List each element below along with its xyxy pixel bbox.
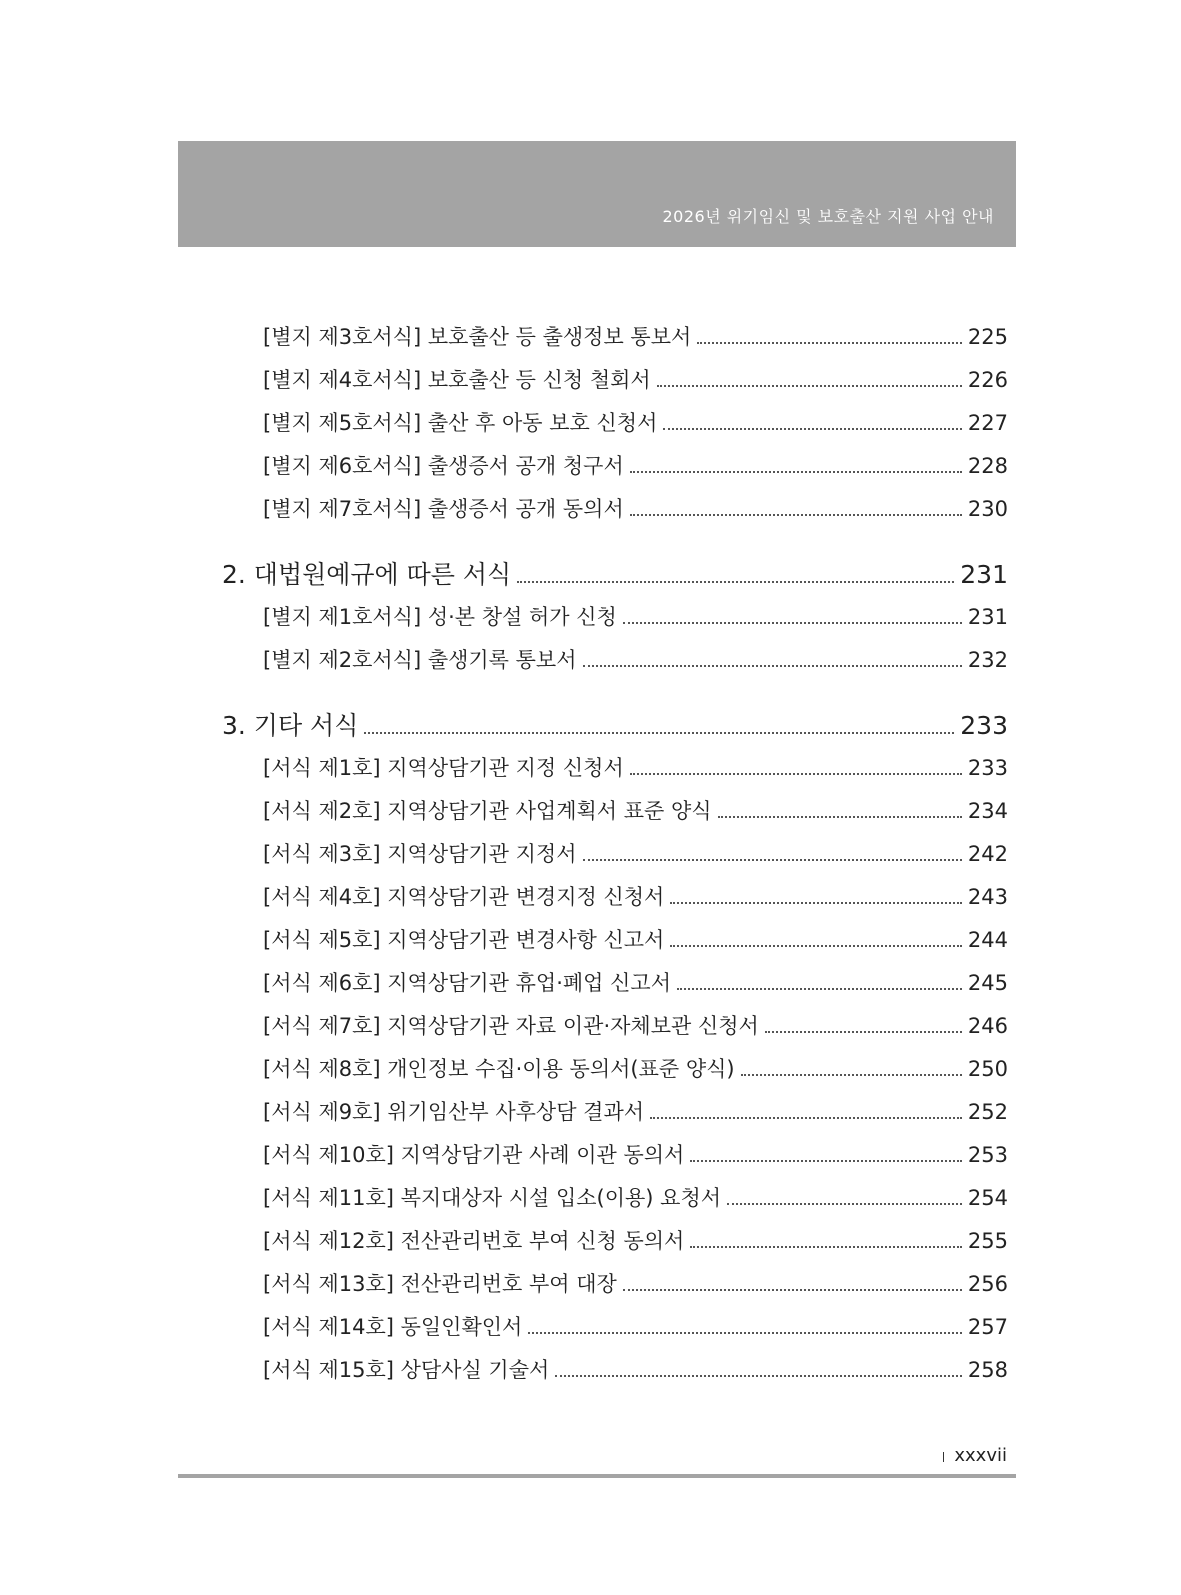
- toc-entry-page: 245: [967, 971, 1008, 995]
- dot-leader: [630, 773, 962, 775]
- document-title: 2026년 위기임신 및 보호출산 지원 사업 안내: [662, 207, 994, 226]
- toc-entry-page: 244: [967, 928, 1008, 952]
- toc-entry[interactable]: [263, 1268, 1008, 1298]
- toc-entry-label: [별지 제7호서식] 출생증서 공개 동의서: [263, 497, 624, 521]
- toc-entry-label: [서식 제8호] 개인정보 수집·이용 동의서(표준 양식): [263, 1057, 735, 1081]
- toc-entry-page: 255: [967, 1229, 1008, 1253]
- toc-entry[interactable]: [263, 838, 1008, 868]
- dot-leader: [663, 428, 962, 430]
- dot-leader: [630, 471, 962, 473]
- toc-entry-page: 227: [967, 411, 1008, 435]
- toc-entry-label: [서식 제7호] 지역상담기관 자료 이관·자체보관 신청서: [263, 1014, 759, 1038]
- toc-section-page: 231: [960, 560, 1008, 589]
- toc-entry-page: 243: [967, 885, 1008, 909]
- page-number: [943, 1445, 1007, 1466]
- toc-entry[interactable]: [263, 881, 1008, 911]
- page-number-text: xxxvii: [954, 1445, 1007, 1466]
- toc-entry-label: [서식 제12호] 전산관리번호 부여 신청 동의서: [263, 1229, 685, 1253]
- toc-entry[interactable]: [263, 924, 1008, 954]
- dot-leader: [517, 581, 954, 583]
- toc-entry[interactable]: [263, 1311, 1008, 1341]
- toc-entry-page: 232: [967, 648, 1008, 672]
- toc-entry-label: [서식 제5호] 지역상담기관 변경사항 신고서: [263, 928, 665, 952]
- toc-section-page: 233: [960, 711, 1008, 740]
- toc-entry[interactable]: [263, 1096, 1008, 1126]
- toc-entry-page: 234: [967, 799, 1008, 823]
- toc-entry-page: 233: [967, 756, 1008, 780]
- toc-entry[interactable]: [263, 1182, 1008, 1212]
- toc-entry-label: [별지 제3호서식] 보호출산 등 출생정보 통보서: [263, 325, 692, 349]
- toc-entry[interactable]: [263, 1225, 1008, 1255]
- toc-entry-page: 230: [967, 497, 1008, 521]
- toc-entry-label: [서식 제3호] 지역상담기관 지정서: [263, 842, 577, 866]
- toc-entry-page: 250: [967, 1057, 1008, 1081]
- toc-entry[interactable]: [263, 752, 1008, 782]
- toc-entry-label: [서식 제4호] 지역상담기관 변경지정 신청서: [263, 885, 665, 909]
- toc-entry[interactable]: [263, 1053, 1008, 1083]
- dot-leader: [727, 1203, 962, 1205]
- toc-entry-page: 257: [967, 1315, 1008, 1339]
- toc-entry-label: [별지 제1호서식] 성·본 창설 허가 신청: [263, 605, 617, 629]
- toc-entry[interactable]: [263, 407, 1008, 437]
- toc-entry-page: 231: [967, 605, 1008, 629]
- dot-leader: [677, 988, 962, 990]
- toc-section-label: 2. 대법원예규에 따른 서식: [222, 560, 512, 589]
- toc-entry[interactable]: [263, 1354, 1008, 1384]
- dot-leader: [583, 859, 962, 861]
- footer-rule: [178, 1474, 1016, 1478]
- toc-entry-label: [별지 제5호서식] 출산 후 아동 보호 신청서: [263, 411, 658, 435]
- toc-entry-label: [별지 제4호서식] 보호출산 등 신청 철회서: [263, 368, 651, 392]
- dot-leader: [670, 902, 962, 904]
- toc-entry[interactable]: [263, 1139, 1008, 1169]
- dot-leader: [765, 1031, 962, 1033]
- toc-section[interactable]: [222, 555, 1008, 591]
- toc-entry[interactable]: [263, 601, 1008, 631]
- toc-entry-page: 254: [967, 1186, 1008, 1210]
- toc-entry[interactable]: [263, 321, 1008, 351]
- toc-entry-page: 242: [967, 842, 1008, 866]
- toc-entry-page: 258: [967, 1358, 1008, 1382]
- dot-leader: [555, 1375, 962, 1377]
- toc-entry-label: [서식 제10호] 지역상담기관 사례 이관 동의서: [263, 1143, 685, 1167]
- toc-entry[interactable]: [263, 450, 1008, 480]
- dot-leader: [630, 514, 962, 516]
- dot-leader: [583, 665, 962, 667]
- dot-leader: [623, 1289, 962, 1291]
- toc-section[interactable]: [222, 706, 1008, 742]
- dot-leader: [690, 1160, 962, 1162]
- toc-entry-label: [서식 제1호] 지역상담기관 지정 신청서: [263, 756, 624, 780]
- toc-entry[interactable]: [263, 1010, 1008, 1040]
- toc-section-label: 3. 기타 서식: [222, 711, 359, 740]
- dot-leader: [697, 342, 962, 344]
- dot-leader: [364, 732, 954, 734]
- toc-entry-label: [별지 제6호서식] 출생증서 공개 청구서: [263, 454, 624, 478]
- toc-entry-page: 246: [967, 1014, 1008, 1038]
- dot-leader: [623, 622, 962, 624]
- toc-entry[interactable]: [263, 644, 1008, 674]
- dot-leader: [718, 816, 962, 818]
- page-number-bar: [943, 1452, 944, 1462]
- toc-entry[interactable]: [263, 967, 1008, 997]
- toc-entry-label: [서식 제11호] 복지대상자 시설 입소(이용) 요청서: [263, 1186, 722, 1210]
- toc-entry-page: 252: [967, 1100, 1008, 1124]
- toc-entry[interactable]: [263, 493, 1008, 523]
- toc-entry-page: 228: [967, 454, 1008, 478]
- dot-leader: [670, 945, 962, 947]
- toc-entry[interactable]: [263, 795, 1008, 825]
- toc-entry-page: 226: [967, 368, 1008, 392]
- toc-entry-page: 256: [967, 1272, 1008, 1296]
- toc-entry-label: [서식 제15호] 상담사실 기술서: [263, 1358, 550, 1382]
- toc-entry-label: [서식 제6호] 지역상담기관 휴업·폐업 신고서: [263, 971, 671, 995]
- dot-leader: [650, 1117, 962, 1119]
- dot-leader: [528, 1332, 962, 1334]
- dot-leader: [690, 1246, 962, 1248]
- toc-entry-label: [서식 제14호] 동일인확인서: [263, 1315, 523, 1339]
- toc-entry-label: [서식 제2호] 지역상담기관 사업계획서 표준 양식: [263, 799, 712, 823]
- toc-entry-label: [서식 제13호] 전산관리번호 부여 대장: [263, 1272, 617, 1296]
- toc-entry-label: [서식 제9호] 위기임산부 사후상담 결과서: [263, 1100, 645, 1124]
- toc-entry-label: [별지 제2호서식] 출생기록 통보서: [263, 648, 577, 672]
- toc-entry-page: 225: [967, 325, 1008, 349]
- toc-entry[interactable]: [263, 364, 1008, 394]
- toc-entry-page: 253: [967, 1143, 1008, 1167]
- dot-leader: [741, 1074, 962, 1076]
- dot-leader: [657, 385, 962, 387]
